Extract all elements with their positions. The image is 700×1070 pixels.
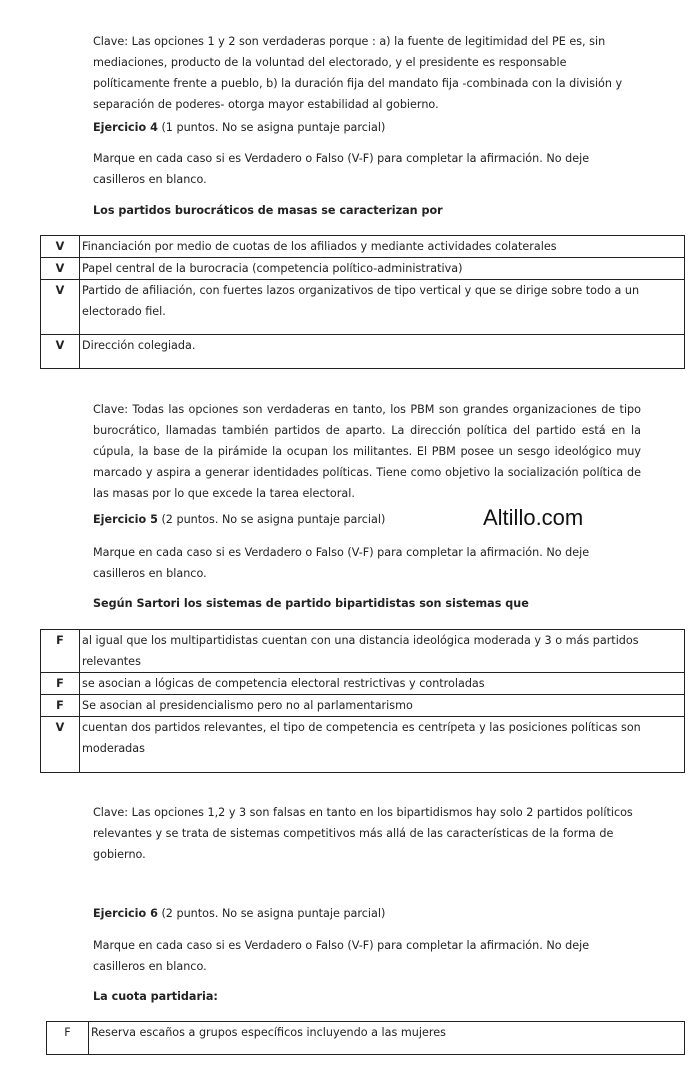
table-row: [41, 335, 685, 369]
answer-cell[interactable]: F: [41, 630, 80, 673]
table-row: [41, 630, 685, 673]
table-row: [41, 258, 685, 280]
statement-cell: Partido de afiliación, con fuertes lazos organizativos de tipo vertical y que se dirige sobre todo a un electorado fiel.: [80, 280, 685, 335]
answer-cell[interactable]: F: [47, 1022, 89, 1055]
statement-cell: Financiación por medio de cuotas de los afiliados y mediante actividades colaterales: [80, 236, 685, 258]
statement-cell: cuentan dos partidos relevantes, el tipo de competencia es centrípeta y las posiciones políticas son moderadas: [80, 717, 685, 773]
exercise-6-title-rest: (2 puntos. No se asigna puntaje parcial): [157, 907, 386, 920]
exercise-6-title: [93, 907, 385, 920]
table-row: [41, 236, 685, 258]
exercise-4-title: [93, 121, 385, 134]
table-row: [41, 695, 685, 717]
exercise-4-heading: Los partidos burocráticos de masas se caracterizan por: [93, 204, 443, 217]
exercise-5-title: [93, 513, 385, 526]
exercise-5-title-bold: Ejercicio 5: [93, 513, 158, 526]
answer-cell[interactable]: V: [41, 258, 80, 280]
answer-cell[interactable]: V: [41, 280, 80, 335]
statement-cell: Papel central de la burocracia (competencia político-administrativa): [80, 258, 685, 280]
exercise-5-table: [40, 629, 685, 773]
answer-cell[interactable]: F: [41, 673, 80, 695]
exercise-4-key: Clave: Todas las opciones son verdaderas en tanto, los PBM son grandes organizaciones de tipo burocrático, llamadas también partidos de aparto. La dirección política del partido está en la cúpula, la base de la pirámide la ocupan los militantes. El PBM posee un sesgo ideológico muy marcado y aspira a generar identidades políticas. Tiene como objetivo la socialización política de las masas por lo que excede la tarea electoral.: [93, 403, 641, 500]
table-row: [41, 280, 685, 335]
exercise-5-instructions: Marque en cada caso si es Verdadero o Falso (V-F) para completar la afirmación. No deje casilleros en blanco.: [93, 546, 590, 580]
exercise-5-heading: Según Sartori los sistemas de partido bipartidistas son sistemas que: [93, 597, 529, 610]
exercise-6-heading: La cuota partidaria:: [93, 990, 218, 1003]
exercise-4-instructions: Marque en cada caso si es Verdadero o Falso (V-F) para completar la afirmación. No deje casilleros en blanco.: [93, 152, 590, 186]
watermark: Altillo.com: [483, 505, 584, 530]
exercise-5-title-rest: (2 puntos. No se asigna puntaje parcial): [157, 513, 386, 526]
exercise-4-title-rest: (1 puntos. No se asigna puntaje parcial): [157, 121, 386, 134]
exercise-6-title-bold: Ejercicio 6: [93, 907, 158, 920]
table-row: [47, 1022, 685, 1055]
statement-cell: se asocian a lógicas de competencia electoral restrictivas y controladas: [80, 673, 685, 695]
answer-cell[interactable]: F: [41, 695, 80, 717]
statement-cell: al igual que los multipartidistas cuentan con una distancia ideológica moderada y 3 o más partidos relevantes: [80, 630, 685, 673]
statement-cell: Dirección colegiada.: [80, 335, 685, 369]
answer-cell[interactable]: V: [41, 335, 80, 369]
exercise-4-title-bold: Ejercicio 4: [93, 121, 158, 134]
statement-cell: Reserva escaños a grupos específicos incluyendo a las mujeres: [89, 1022, 685, 1055]
answer-cell[interactable]: V: [41, 236, 80, 258]
exercise-6-instructions: Marque en cada caso si es Verdadero o Falso (V-F) para completar la afirmación. No deje casilleros en blanco.: [93, 939, 590, 973]
exercise-6-table: [46, 1021, 685, 1055]
statement-cell: Se asocian al presidencialismo pero no al parlamentarismo: [80, 695, 685, 717]
table-row: [41, 717, 685, 773]
key-paragraph-1: Clave: Las opciones 1 y 2 son verdaderas porque : a) la fuente de legitimidad del PE es, sin mediaciones, producto de la voluntad del electorado, y el presidente es responsable políticamente frente a pueblo, b) la duración fija del mandato fija -combinada con la división y separación de poderes- otorga mayor estabilidad al gobierno.: [93, 35, 623, 111]
exercise-5-key: Clave: Las opciones 1,2 y 3 son falsas en tanto en los bipartidismos hay solo 2 partidos políticos relevantes y se trata de sistemas competitivos más allá de las características de la forma de gobierno.: [93, 806, 633, 861]
table-row: [41, 673, 685, 695]
answer-cell[interactable]: V: [41, 717, 80, 773]
exercise-4-table: [40, 235, 685, 369]
